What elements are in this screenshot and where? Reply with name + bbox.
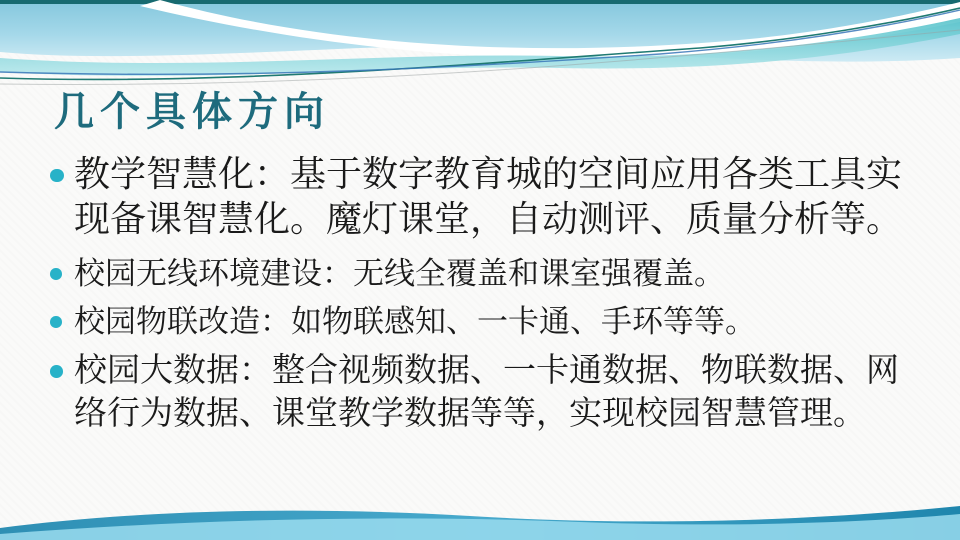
- top-wave-decoration: [0, 0, 960, 92]
- page-title: 几个具体方向: [54, 89, 330, 134]
- list-item: [50, 152, 930, 242]
- list-item: [50, 350, 930, 436]
- bullet-text: 校园无线环境建设：无线全覆盖和课室强覆盖。: [74, 256, 725, 291]
- bullet-dot-icon: [50, 316, 62, 328]
- list-item: [50, 254, 930, 294]
- list-item: [50, 302, 930, 342]
- bullet-text: 校园物联改造：如物联感知、一卡通、手环等等。: [74, 304, 756, 339]
- bullet-dot-icon: [50, 169, 64, 183]
- bullet-dot-icon: [50, 365, 63, 378]
- bullet-text: 校园大数据：整合视频数据、一卡通数据、物联数据、网 络行为数据、课堂教学数据等等，实现校园智慧管理。: [74, 353, 899, 432]
- bottom-wave-decoration: [0, 502, 960, 540]
- bullet-text: 教学智慧化：基于数字教育城的空间应用各类工具实 现备课智慧化。魔灯课堂，自动测评、质量分析等。: [74, 154, 903, 239]
- bullet-list: [50, 152, 930, 436]
- top-bar: [0, 0, 960, 4]
- bullet-dot-icon: [50, 268, 62, 280]
